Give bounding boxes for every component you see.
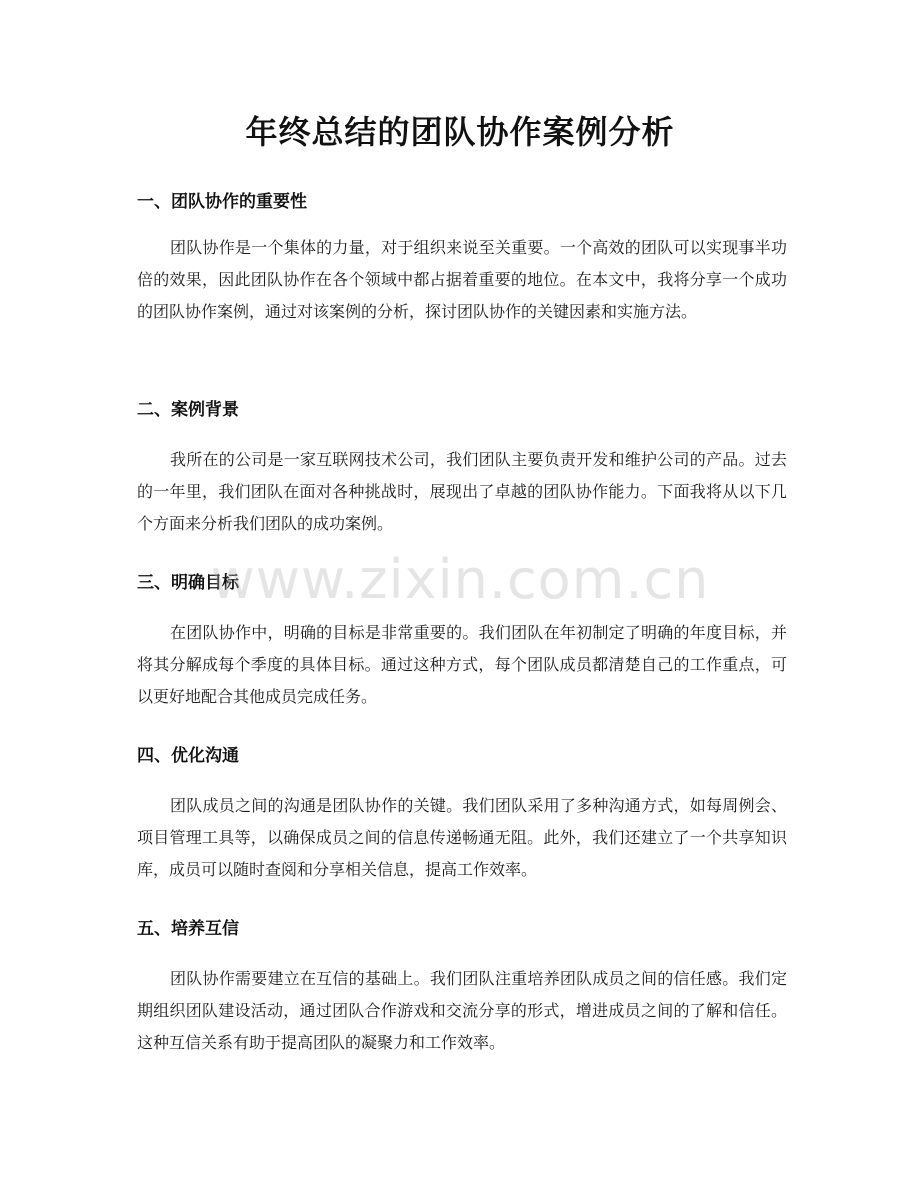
section-paragraph-importance: 团队协作是一个集体的力量，对于组织来说至关重要。一个高效的团队可以实现事半功倍的效果，因此团队协作在各个领域中都占据着重要的地位。在本文中，我将分享一个成功的团队协作案例，通过对该案例的分析，探讨团队协作的关键因素和实施方法。: [137, 238, 787, 321]
section-heading-trust: 五、培养互信: [137, 919, 239, 939]
section-paragraph-trust: 团队协作需要建立在互信的基础上。我们团队注重培养团队成员之间的信任感。我们定期组织团队建设活动，通过团队合作游戏和交流分享的形式，增进成员之间的了解和信任。这种互信关系有助于提高团队的凝聚力和工作效率。: [137, 969, 787, 1052]
section-heading-importance: 一、团队协作的重要性: [137, 192, 307, 212]
section-heading-communication: 四、优化沟通: [137, 746, 239, 766]
section-paragraph-communication: 团队成员之间的沟通是团队协作的关键。我们团队采用了多种沟通方式，如每周例会、项目管理工具等，以确保成员之间的信息传递畅通无阻。此外，我们还建立了一个共享知识库，成员可以随时查阅和分享相关信息，提高工作效率。: [137, 796, 787, 879]
section-heading-goals: 三、明确目标: [137, 573, 239, 593]
section-paragraph-background: 我所在的公司是一家互联网技术公司，我们团队主要负责开发和维护公司的产品。过去的一年里，我们团队在面对各种挑战时，展现出了卓越的团队协作能力。下面我将从以下几个方面来分析我们团队的成功案例。: [137, 450, 787, 533]
watermark: www.zixin.com.cn: [210, 548, 710, 611]
section-heading-background: 二、案例背景: [137, 400, 239, 420]
page-title: 年终总结的团队协作案例分析: [245, 113, 675, 151]
section-paragraph-goals: 在团队协作中，明确的目标是非常重要的。我们团队在年初制定了明确的年度目标，并将其分解成每个季度的具体目标。通过这种方式，每个团队成员都清楚自己的工作重点，可以更好地配合其他成员完成任务。: [137, 623, 787, 706]
